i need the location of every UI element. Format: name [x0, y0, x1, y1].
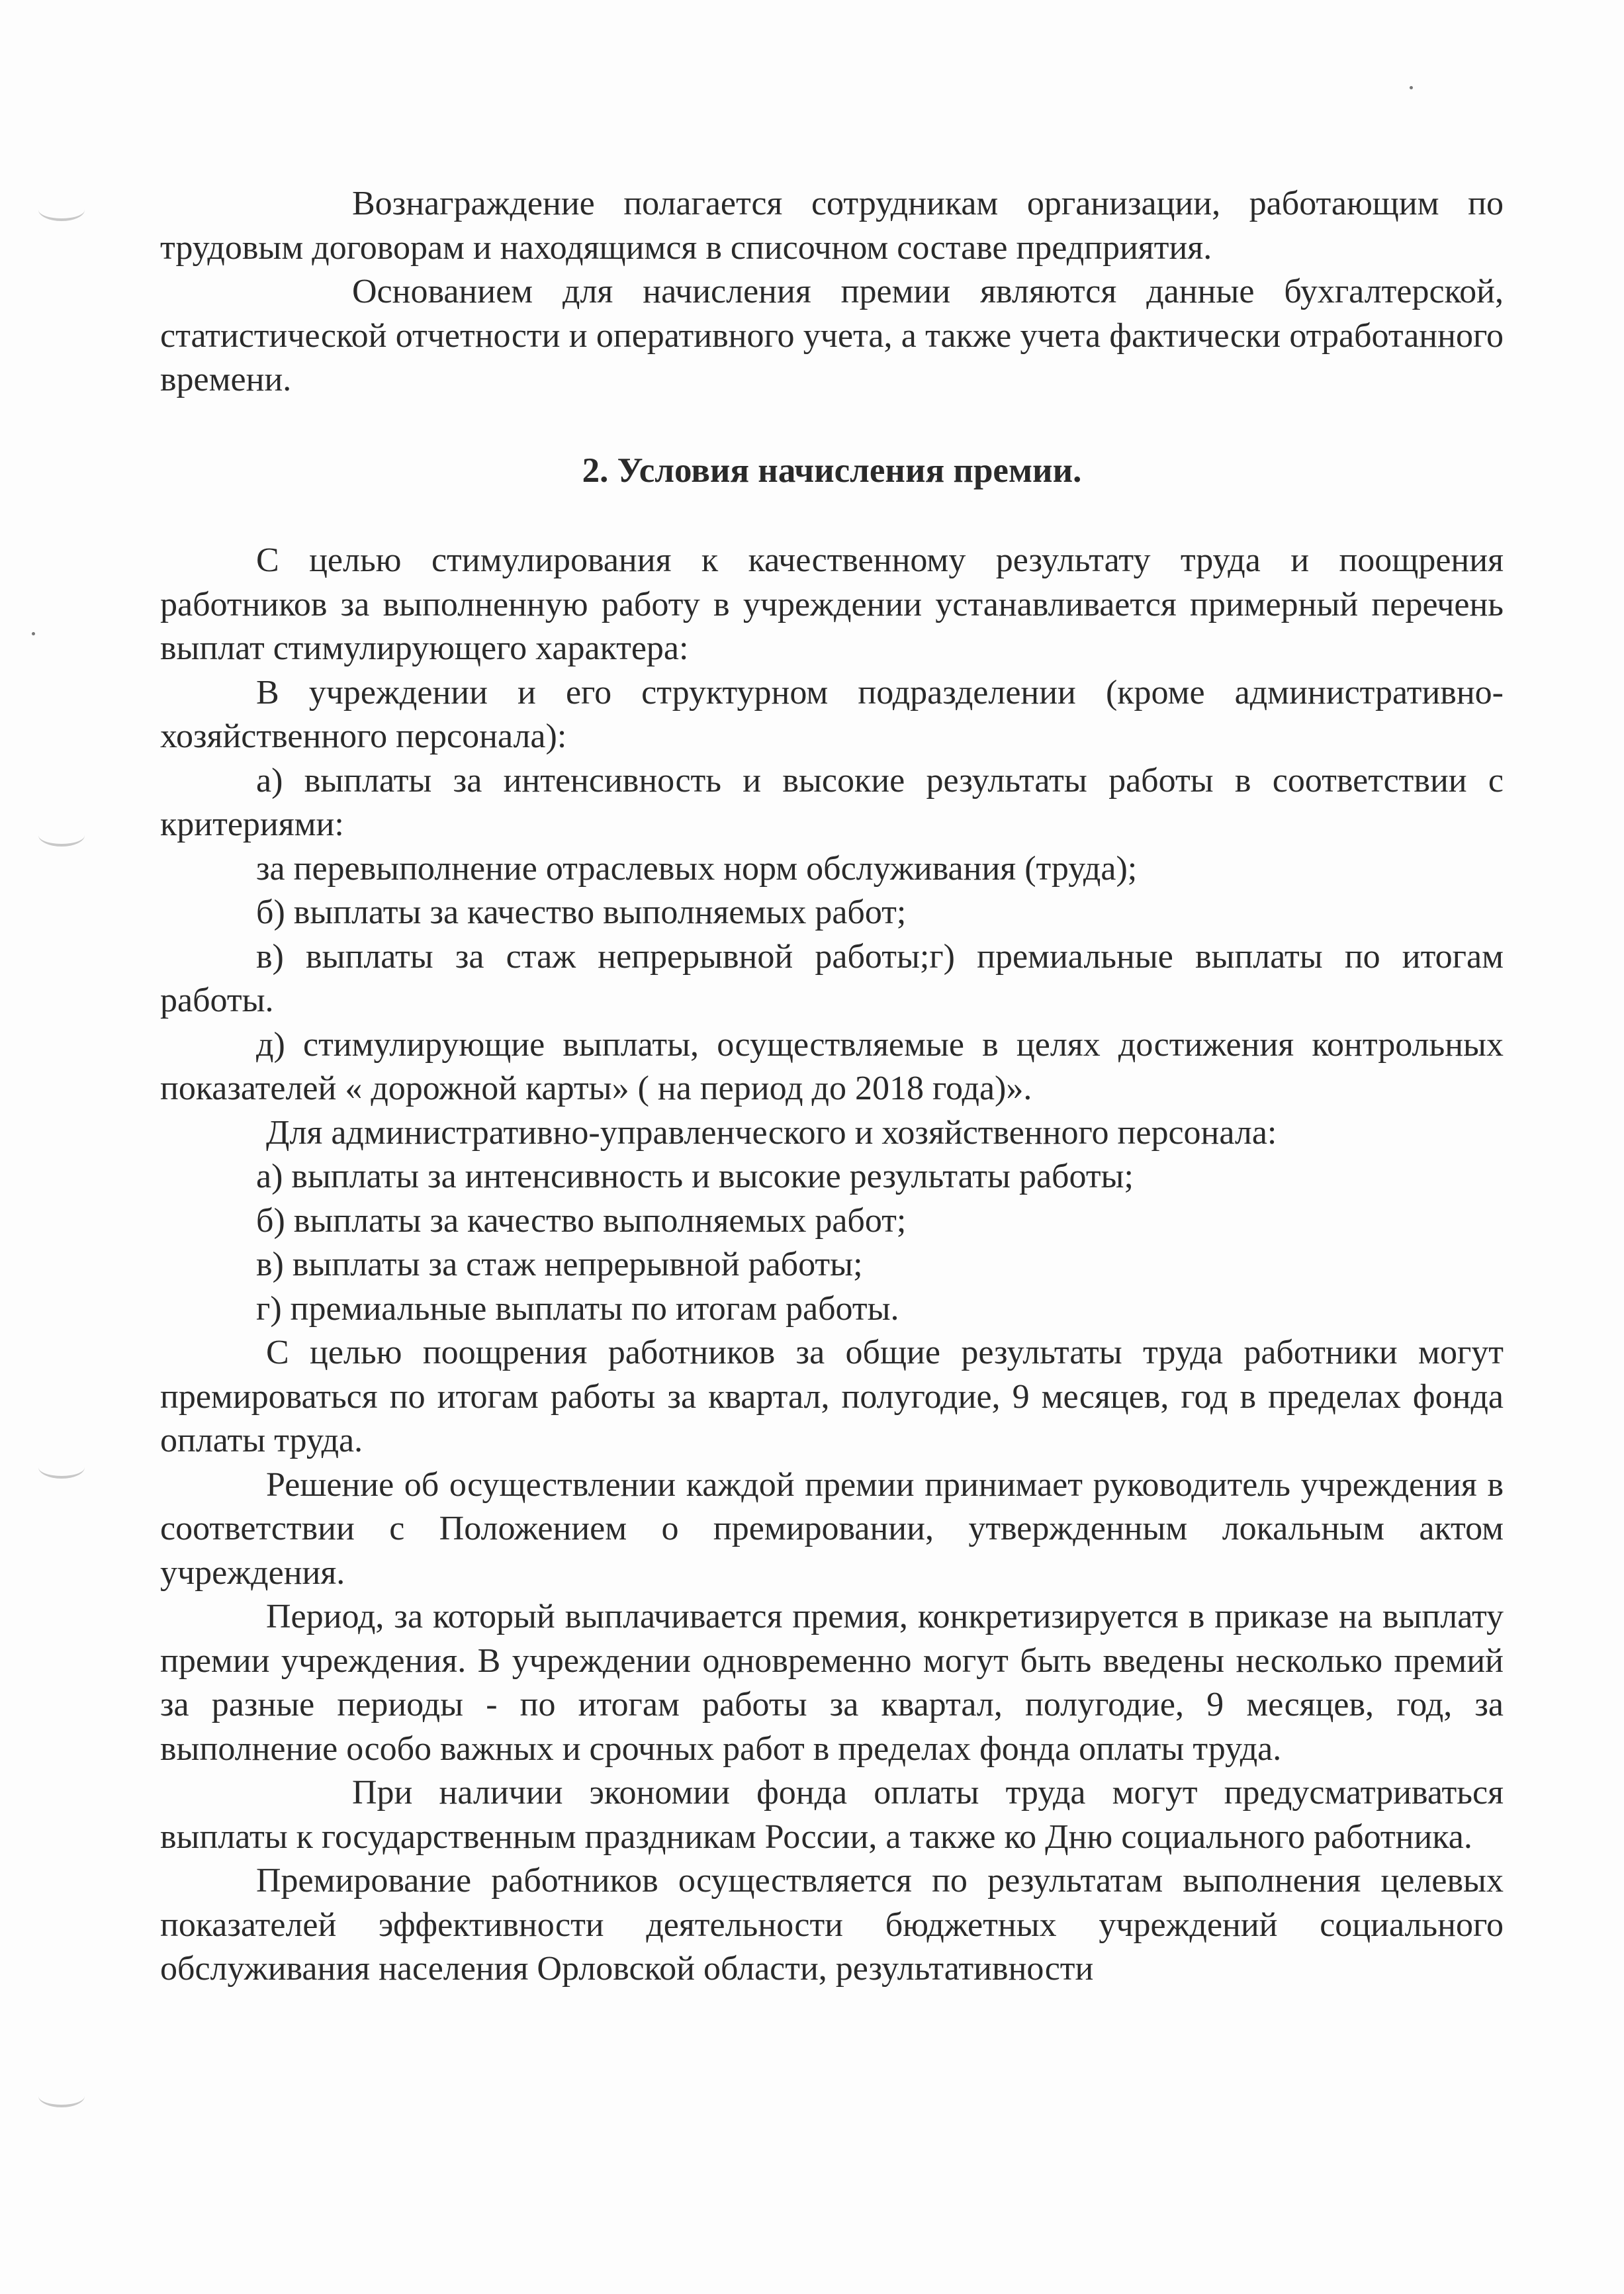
list-item: б) выплаты за качество выполняемых работ;	[256, 1201, 907, 1240]
paragraph: С целью поощрения работников за общие результаты труда работники могут премироваться по итогам работы за квартал, полугодие, 9 месяцев, год в пределах фонда оплаты труда.	[160, 1334, 1504, 1459]
list-item: а) выплаты за интенсивность и высокие результаты работы в соответствии с критериями:	[160, 761, 1504, 843]
paragraph: Для административно-управленческого и хозяйственного персонала:	[266, 1113, 1277, 1152]
scan-speck	[32, 632, 35, 635]
paragraph: Период, за который выплачивается премия, конкретизируется в приказе на выплату премии учреждения. В учреждении одновременно могут быть введены несколько премий за разные периоды - по итогам работы за квартал, полугодие, 9 месяцев, год, за выполнение особо важных и срочных работ в пределах фонда оплаты труда.	[160, 1598, 1504, 1768]
paragraph: Премирование работников осуществляется по результатам выполнения целевых показателей эффективности деятельности бюджетных учреждений социального обслуживания населения Орловской области, результативности	[160, 1862, 1504, 1988]
document-body	[160, 182, 1504, 1992]
punch-hole-mark	[38, 824, 85, 847]
scan-speck	[1410, 86, 1413, 89]
list-item: б) выплаты за качество выполняемых работ;	[256, 894, 907, 931]
section-heading: 2. Условия начисления премии.	[582, 451, 1082, 490]
paragraph: В учреждении и его структурном подразделении (кроме административно-хозяйственного персонала):	[160, 673, 1504, 755]
paragraph: С целью стимулирования к качественному результату труда и поощрения работников за выполненную работу в учреждении устанавливается примерный перечень выплат стимулирующего характера:	[160, 541, 1504, 667]
list-item: г) премиальные выплаты по итогам работы.	[256, 1289, 899, 1328]
punch-hole-mark	[38, 2085, 85, 2107]
paragraph: При наличии экономии фонда оплаты труда могут предусматриваться выплаты к государственным праздникам России, а также ко Дню социального работника.	[160, 1774, 1504, 1856]
list-item: в) выплаты за стаж непрерывной работы;	[256, 1246, 863, 1283]
list-item: за перевыполнение отраслевых норм обслуживания (труда);	[256, 849, 1138, 888]
paragraph: Вознаграждение полагается сотрудникам организации, работающим по трудовым договорам и находящимся в списочном составе предприятия.	[160, 185, 1504, 267]
punch-hole-mark	[38, 199, 85, 221]
list-item: а) выплаты за интенсивность и высокие результаты работы;	[256, 1158, 1134, 1195]
paragraph: Решение об осуществлении каждой премии принимает руководитель учреждения в соответствии с Положением о премировании, утвержденным локальным актом учреждения.	[160, 1465, 1504, 1592]
paragraph: Основанием для начисления премии являются данные бухгалтерской, статистической отчетности и оперативного учета, а также учета фактически отработанного времени.	[160, 273, 1504, 398]
list-item: д) стимулирующие выплаты, осуществляемые в целях достижения контрольных показателей « дорожной карты» ( на период до 2018 года)».	[160, 1025, 1504, 1107]
punch-hole-mark	[38, 1456, 85, 1479]
list-item: в) выплаты за стаж непрерывной работы;г) премиальные выплаты по итогам работы.	[160, 937, 1504, 1019]
